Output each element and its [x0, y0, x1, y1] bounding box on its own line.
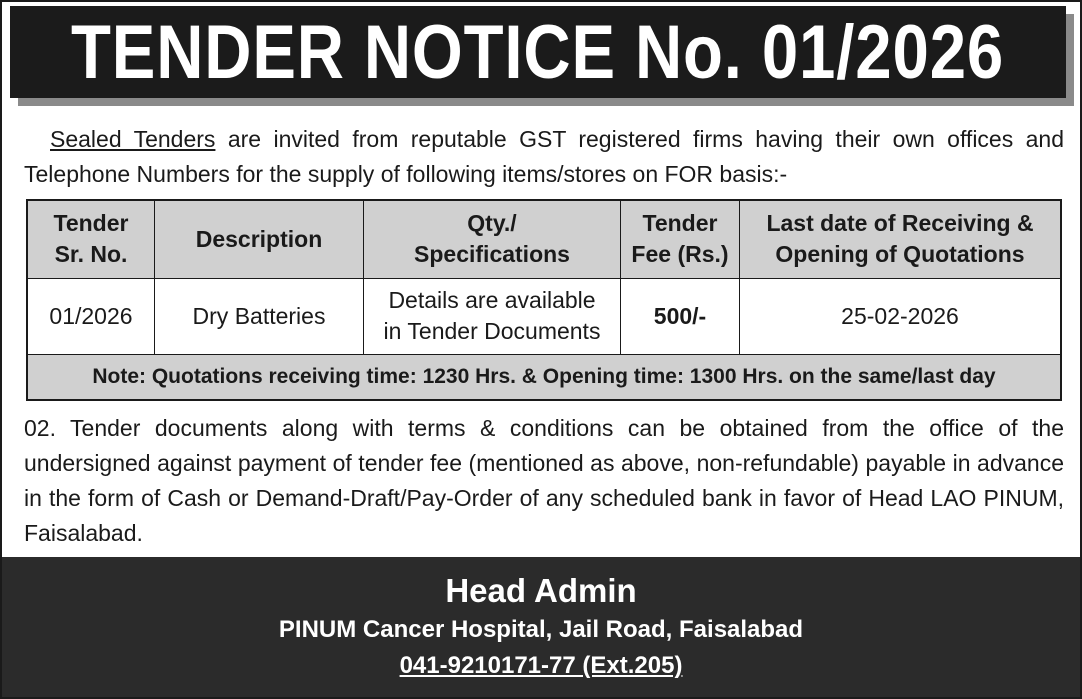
table-header-row — [27, 200, 1061, 278]
banner-box — [10, 6, 1066, 98]
paragraph-02: 02. Tender documents along with terms & conditions can be obtained from the office of the undersigned against payment of tender fee (mentioned as above, non-refundable) payable in advance in the form of Cash or Demand-Draft/Pay-Order of any scheduled bank in favor of Head LAO PINUM, Faisalabad. — [24, 415, 1064, 546]
footer-block — [2, 557, 1080, 697]
header-description-line-1: Description — [195, 225, 323, 252]
cell-qty-line-2: in Tender Documents — [383, 318, 601, 344]
header-sr-no — [27, 200, 155, 278]
intro-text: are invited from reputable GST registered firms having their own offices and Telephone Numbers for the supply of following items/stores on FOR basis:- — [24, 126, 1065, 187]
cell-qty-line-1: Details are available — [388, 287, 596, 313]
header-sr-no-line-2: Sr. No. — [54, 241, 128, 268]
header-fee-line-2: Fee (Rs.) — [631, 241, 729, 268]
title-banner — [10, 6, 1074, 106]
cell-sr-no: 01/2026 — [27, 278, 155, 354]
header-sr-no-line-1: Tender — [53, 210, 129, 237]
header-qty-line-1: Qty./ — [467, 210, 517, 237]
header-fee — [621, 200, 740, 278]
header-last-date-line-2: Opening of Quotations — [775, 241, 1025, 268]
header-last-date — [740, 200, 1062, 278]
header-description — [155, 200, 364, 278]
header-qty-spec — [364, 200, 621, 278]
tender-table — [26, 199, 1062, 401]
cell-description: Dry Batteries — [155, 278, 364, 354]
intro-underlined-lead: Sealed Tenders — [50, 126, 216, 152]
table-row — [27, 278, 1061, 354]
page-title: TENDER NOTICE No. 01/2026 — [71, 9, 1005, 95]
header-last-date-line-1: Last date of Receiving & — [766, 210, 1034, 237]
intro-paragraph — [24, 122, 1064, 192]
cell-qty-spec — [364, 278, 621, 354]
cell-fee: 500/- — [621, 278, 740, 354]
footer-title: Head Admin — [445, 572, 637, 609]
header-fee-line-1: Tender — [642, 210, 718, 237]
table-note: Note: Quotations receiving time: 1230 Hrs. & Opening time: 1300 Hrs. on the same/last day — [27, 354, 1061, 400]
footer-address: PINUM Cancer Hospital, Jail Road, Faisalabad — [278, 616, 804, 643]
footer-phone: 041-9210171-77 (Ext.205) — [399, 652, 683, 679]
header-qty-line-2: Specifications — [414, 241, 570, 268]
cell-last-date: 25-02-2026 — [740, 278, 1062, 354]
table-note-row — [27, 354, 1061, 400]
